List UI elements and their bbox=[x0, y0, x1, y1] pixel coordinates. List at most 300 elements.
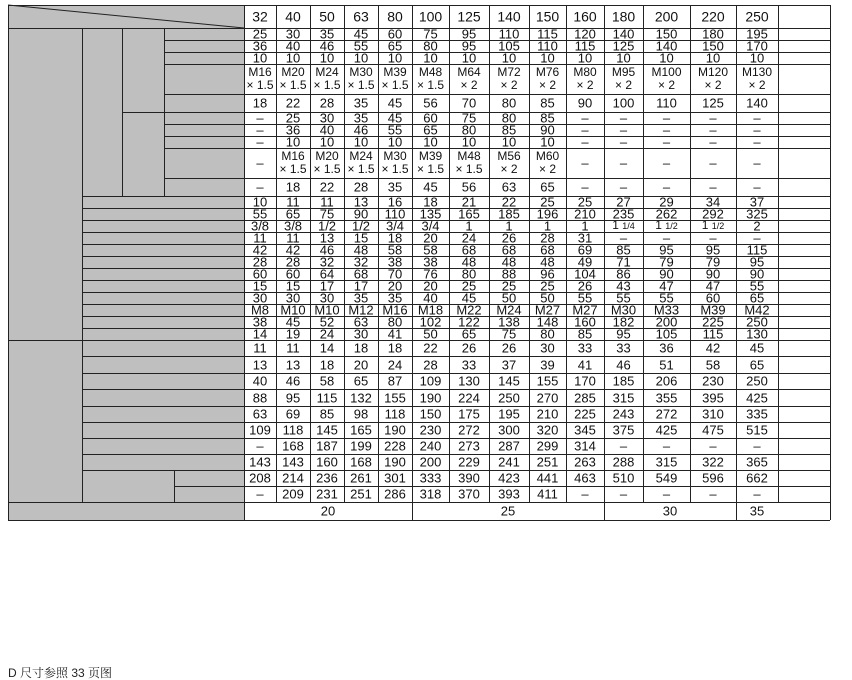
table-cell: 28 bbox=[252, 254, 268, 270]
table-cell: 45 bbox=[353, 26, 369, 42]
table-cell: 29 bbox=[659, 194, 674, 210]
table-cell: 58 bbox=[319, 373, 335, 389]
grid-vline bbox=[489, 5, 490, 502]
grid-hline bbox=[82, 389, 830, 390]
table-cell: 355 bbox=[655, 390, 678, 405]
table-cell: 1 1/2 bbox=[655, 218, 678, 232]
grid-vline bbox=[690, 5, 691, 502]
table-cell: 1 bbox=[505, 218, 513, 234]
table-cell: 33 bbox=[577, 340, 593, 356]
table-cell: 225 bbox=[702, 314, 724, 330]
table-cell: 85 bbox=[616, 242, 631, 258]
bore-header: 250 bbox=[745, 8, 769, 24]
table-cell: 35 bbox=[319, 26, 335, 42]
table-cell: 236 bbox=[316, 470, 338, 486]
table-cell: 86 bbox=[616, 266, 631, 282]
table-cell: 28 bbox=[285, 254, 301, 270]
table-cell: 46 bbox=[616, 357, 631, 372]
table-cell: M130 × 2 bbox=[741, 65, 773, 92]
table-cell: 165 bbox=[458, 206, 480, 222]
grid-hline bbox=[82, 280, 830, 281]
table-cell: – bbox=[753, 110, 761, 126]
table-cell: 79 bbox=[659, 254, 674, 270]
table-cell: 80 bbox=[540, 326, 555, 342]
table-cell: 18 bbox=[252, 95, 268, 111]
zf-divider bbox=[174, 470, 175, 502]
table-cell: M30 bbox=[610, 302, 637, 318]
table-cell: 65 bbox=[540, 179, 555, 195]
table-cell: 15 bbox=[252, 278, 268, 294]
table-cell: – bbox=[709, 110, 717, 126]
table-cell: – bbox=[256, 438, 264, 454]
table-cell: 110 bbox=[498, 26, 520, 42]
table-cell: 10 bbox=[577, 50, 593, 66]
table-cell: 10 bbox=[461, 50, 477, 66]
table-cell: M16 bbox=[382, 302, 408, 318]
table-cell: 69 bbox=[285, 406, 301, 422]
table-cell: M24 × 1.5 bbox=[313, 65, 341, 92]
buffer-divider bbox=[736, 502, 737, 520]
table-cell: 235 bbox=[612, 206, 635, 222]
table-cell: 1/2 bbox=[317, 218, 337, 234]
table-cell: 30 bbox=[540, 340, 555, 356]
table-cell: 58 bbox=[387, 242, 403, 258]
label-column-divider bbox=[244, 5, 245, 520]
table-cell: – bbox=[619, 122, 628, 138]
table-cell: 228 bbox=[384, 438, 406, 454]
table-cell: 30 bbox=[353, 326, 369, 342]
table-cell: 115 bbox=[746, 242, 768, 258]
table-cell: M80 × 2 bbox=[573, 65, 597, 92]
table-cell: 95 bbox=[285, 390, 301, 405]
table-cell: – bbox=[581, 122, 589, 138]
table-cell: 36 bbox=[285, 122, 301, 138]
rod-label-shade bbox=[8, 5, 244, 178]
table-cell: M42 bbox=[744, 302, 770, 318]
grid-hline bbox=[164, 40, 830, 41]
type-divider bbox=[164, 28, 165, 196]
table-cell: M12 bbox=[348, 302, 374, 318]
table-cell: – bbox=[256, 155, 264, 171]
table-cell: 63 bbox=[353, 314, 369, 330]
table-cell: 210 bbox=[574, 206, 596, 222]
table-cell: 231 bbox=[316, 486, 338, 502]
table-cell: 88 bbox=[252, 390, 268, 405]
table-cell: – bbox=[753, 134, 761, 150]
table-cell: 105 bbox=[655, 326, 678, 342]
table-cell: 65 bbox=[423, 122, 438, 138]
table-cell: 13 bbox=[319, 230, 335, 246]
table-cell: 20 bbox=[423, 230, 438, 246]
table-cell: 18 bbox=[387, 230, 403, 246]
grid-hline bbox=[244, 28, 830, 29]
table-cell: 1 bbox=[465, 218, 473, 234]
table-cell: 68 bbox=[540, 242, 555, 258]
table-cell: 26 bbox=[461, 340, 477, 356]
table-cell: M76 × 2 bbox=[535, 65, 560, 92]
bore-header: 200 bbox=[654, 8, 679, 24]
table-cell: 65 bbox=[461, 326, 477, 342]
table-cell: 1 bbox=[581, 218, 589, 234]
table-cell: M8 bbox=[250, 302, 270, 318]
buffer-value: 35 bbox=[749, 503, 765, 519]
table-cell: M120 × 2 bbox=[697, 65, 729, 92]
table-cell: 3/4 bbox=[421, 218, 440, 234]
table-cell: 10 bbox=[353, 50, 369, 66]
grid-hline bbox=[82, 268, 830, 269]
grid-vline bbox=[778, 5, 779, 502]
grid-hline bbox=[82, 256, 830, 257]
table-cell: 1/2 bbox=[351, 218, 371, 234]
table-cell: 50 bbox=[423, 326, 438, 342]
table-cell: 85 bbox=[501, 122, 517, 138]
bore-header: 125 bbox=[457, 8, 481, 24]
table-cell: 58 bbox=[705, 357, 721, 372]
table-cell: 41 bbox=[387, 326, 403, 342]
table-cell: 10 bbox=[319, 134, 335, 150]
table-cell: 95 bbox=[461, 38, 477, 54]
table-cell: 390 bbox=[458, 470, 480, 486]
table-cell: – bbox=[709, 230, 717, 246]
table-cell: 286 bbox=[384, 486, 406, 502]
table-cell: M27 bbox=[572, 302, 598, 318]
table-cell: – bbox=[753, 122, 761, 138]
table-cell: 10 bbox=[461, 134, 477, 150]
table-cell: 115 bbox=[316, 390, 338, 405]
table-cell: 28 bbox=[540, 230, 555, 246]
table-cell: – bbox=[662, 122, 671, 138]
table-cell: 55 bbox=[353, 38, 369, 54]
table-cell: 65 bbox=[749, 357, 765, 372]
table-cell: – bbox=[256, 110, 264, 126]
table-cell: 515 bbox=[746, 422, 768, 438]
table-cell: 132 bbox=[350, 390, 372, 405]
table-cell: 40 bbox=[285, 38, 301, 54]
grid-hline bbox=[82, 196, 830, 197]
table-cell: 79 bbox=[705, 254, 721, 270]
bore-header: 180 bbox=[611, 8, 636, 24]
table-cell: 80 bbox=[501, 110, 517, 126]
table-cell: 63 bbox=[252, 406, 268, 422]
table-cell: 168 bbox=[350, 454, 372, 470]
table-cell: 370 bbox=[458, 486, 480, 502]
table-cell: 214 bbox=[282, 470, 304, 486]
table-cell: 28 bbox=[319, 95, 335, 111]
table-cell: 251 bbox=[350, 486, 372, 502]
table-cell: – bbox=[256, 486, 264, 502]
table-cell: – bbox=[662, 486, 671, 502]
table-cell: 165 bbox=[350, 422, 372, 438]
table-cell: 110 bbox=[656, 95, 677, 111]
table-cell: 56 bbox=[423, 95, 438, 111]
table-cell: 60 bbox=[423, 110, 438, 126]
table-cell: – bbox=[709, 438, 717, 454]
table-cell: 180 bbox=[702, 26, 724, 42]
table-cell: 10 bbox=[616, 50, 631, 66]
grid-hline bbox=[82, 470, 830, 471]
table-cell: 170 bbox=[746, 38, 768, 54]
table-cell: 262 bbox=[655, 206, 678, 222]
table-cell: M60 × 2 bbox=[535, 149, 560, 176]
bore-header: 63 bbox=[353, 8, 369, 24]
table-cell: 36 bbox=[659, 340, 674, 356]
table-cell: 168 bbox=[282, 438, 304, 454]
bore-header: 40 bbox=[285, 8, 301, 24]
table-cell: 22 bbox=[319, 179, 335, 195]
table-cell: M48 × 1.5 bbox=[455, 149, 483, 176]
table-cell: 10 bbox=[659, 50, 674, 66]
table-cell: 32 bbox=[319, 254, 335, 270]
table-cell: 87 bbox=[387, 373, 403, 389]
table-cell: – bbox=[753, 438, 761, 454]
table-cell: 140 bbox=[655, 38, 678, 54]
table-cell: 109 bbox=[249, 422, 271, 438]
table-cell: 140 bbox=[746, 95, 768, 111]
table-cell: M48 × 1.5 bbox=[416, 65, 445, 92]
table-cell: – bbox=[619, 179, 628, 195]
table-cell: – bbox=[662, 155, 671, 171]
table-cell: 30 bbox=[252, 290, 268, 306]
table-cell: 375 bbox=[612, 422, 635, 438]
table-cell: 240 bbox=[419, 438, 442, 454]
table-cell: 30 bbox=[319, 290, 335, 306]
table-cell: M10 bbox=[314, 302, 340, 318]
table-cell: 140 bbox=[612, 26, 635, 42]
table-cell: 65 bbox=[387, 38, 403, 54]
table-cell: 28 bbox=[423, 357, 438, 372]
table-cell: 69 bbox=[577, 242, 593, 258]
table-cell: 662 bbox=[746, 470, 768, 486]
table-cell: 104 bbox=[574, 266, 596, 282]
grid-vline bbox=[736, 5, 737, 502]
table-cell: 48 bbox=[540, 254, 555, 270]
table-cell: – bbox=[709, 486, 717, 502]
grid-hline bbox=[82, 316, 830, 317]
table-cell: 145 bbox=[316, 422, 338, 438]
table-cell: 118 bbox=[384, 406, 406, 422]
buffer-value: 30 bbox=[662, 503, 678, 519]
table-cell: 25 bbox=[501, 278, 517, 294]
table-cell: 95 bbox=[705, 242, 721, 258]
table-cell: 22 bbox=[501, 194, 517, 210]
table-cell: – bbox=[619, 486, 628, 502]
table-cell: 46 bbox=[319, 38, 335, 54]
table-cell: 50 bbox=[540, 290, 555, 306]
table-cell: 17 bbox=[353, 278, 369, 294]
table-cell: 10 bbox=[705, 50, 721, 66]
grid-vline bbox=[378, 5, 379, 502]
table-cell: 26 bbox=[501, 340, 517, 356]
table-cell: 42 bbox=[252, 242, 268, 258]
table-cell: – bbox=[581, 486, 589, 502]
grid-hline bbox=[82, 373, 830, 374]
table-cell: M39 × 1.5 bbox=[416, 149, 445, 176]
table-cell: M20 × 1.5 bbox=[279, 65, 307, 92]
table-cell: – bbox=[581, 179, 589, 195]
table-cell: 80 bbox=[461, 266, 477, 282]
grid-vline bbox=[529, 5, 530, 502]
table-cell: 41 bbox=[577, 357, 593, 372]
table-cell: 18 bbox=[319, 357, 335, 372]
table-border-left bbox=[8, 5, 9, 520]
grid-hline bbox=[164, 124, 830, 125]
table-border-top bbox=[8, 5, 830, 6]
table-cell: 16 bbox=[387, 194, 403, 210]
table-cell: 155 bbox=[384, 390, 406, 405]
bore-header: 140 bbox=[497, 8, 521, 24]
table-cell: 170 bbox=[574, 373, 596, 389]
table-cell: M39 × 1.5 bbox=[381, 65, 409, 92]
table-cell: 45 bbox=[387, 95, 403, 111]
table-cell: M16 × 1.5 bbox=[246, 65, 274, 92]
table-cell: 115 bbox=[574, 38, 596, 54]
table-cell: 109 bbox=[419, 373, 442, 389]
table-cell: 85 bbox=[540, 95, 555, 111]
table-cell: 10 bbox=[353, 134, 369, 150]
table-cell: 40 bbox=[319, 122, 335, 138]
table-cell: 272 bbox=[655, 406, 678, 422]
table-cell: – bbox=[256, 179, 264, 195]
table-cell: 210 bbox=[536, 406, 559, 422]
bore-header: 220 bbox=[701, 8, 725, 24]
grid-vline bbox=[566, 5, 567, 502]
grid-hline bbox=[82, 208, 830, 209]
table-cell: 135 bbox=[419, 206, 442, 222]
table-cell: 272 bbox=[458, 422, 480, 438]
table-cell: 31 bbox=[577, 230, 593, 246]
grid-hline bbox=[174, 486, 830, 487]
table-cell: 190 bbox=[384, 454, 406, 470]
table-cell: 13 bbox=[285, 357, 301, 372]
table-cell: 25 bbox=[285, 110, 301, 126]
table-cell: 90 bbox=[749, 266, 765, 282]
table-cell: 52 bbox=[319, 314, 335, 330]
table-cell: 13 bbox=[353, 194, 369, 210]
table-cell: 118 bbox=[282, 422, 304, 438]
table-cell: 68 bbox=[501, 242, 517, 258]
table-cell: 148 bbox=[536, 314, 559, 330]
table-cell: 261 bbox=[350, 470, 372, 486]
table-cell: 32 bbox=[353, 254, 369, 270]
table-cell: 155 bbox=[536, 373, 559, 389]
footnote: D 尺寸参照 33 页图 bbox=[8, 666, 113, 680]
table-cell: 130 bbox=[458, 373, 480, 389]
table-cell: 80 bbox=[501, 95, 517, 111]
table-cell: 90 bbox=[659, 266, 674, 282]
table-cell: – bbox=[581, 155, 589, 171]
table-cell: 105 bbox=[498, 38, 520, 54]
table-cell: 10 bbox=[423, 134, 438, 150]
table-cell: M33 bbox=[653, 302, 680, 318]
table-cell: M64 × 2 bbox=[457, 65, 481, 92]
table-cell: – bbox=[753, 179, 761, 195]
table-cell: 310 bbox=[702, 406, 724, 422]
grid-hline bbox=[164, 148, 830, 149]
table-cell: 34 bbox=[705, 194, 721, 210]
grid-hline bbox=[82, 292, 830, 293]
table-cell: 45 bbox=[749, 340, 765, 356]
table-cell: 19 bbox=[285, 326, 301, 342]
table-cell: 45 bbox=[387, 110, 403, 126]
table-cell: 3/8 bbox=[250, 218, 270, 234]
table-cell: 33 bbox=[461, 357, 477, 372]
grid-vline bbox=[310, 5, 311, 502]
table-cell: M72 × 2 bbox=[497, 65, 521, 92]
table-cell: 60 bbox=[285, 266, 301, 282]
table-cell: 65 bbox=[749, 290, 765, 306]
table-cell: 10 bbox=[252, 194, 268, 210]
grid-hline bbox=[164, 178, 830, 179]
table-cell: 90 bbox=[705, 266, 721, 282]
table-cell: 80 bbox=[423, 38, 438, 54]
table-cell: 24 bbox=[387, 357, 403, 372]
table-cell: 185 bbox=[498, 206, 520, 222]
grid-hline bbox=[82, 422, 830, 423]
table-cell: M95 × 2 bbox=[611, 65, 636, 92]
table-cell: 25 bbox=[540, 278, 555, 294]
table-cell: 200 bbox=[419, 454, 442, 470]
table-cell: 285 bbox=[574, 390, 596, 405]
table-cell: 33 bbox=[616, 340, 631, 356]
table-cell: 45 bbox=[461, 290, 477, 306]
table-cell: 22 bbox=[285, 95, 301, 111]
table-cell: 55 bbox=[577, 290, 593, 306]
table-cell: 243 bbox=[612, 406, 635, 422]
table-cell: 206 bbox=[655, 373, 678, 389]
table-cell: 393 bbox=[498, 486, 520, 502]
table-cell: 22 bbox=[423, 340, 438, 356]
table-cell: M56 × 2 bbox=[497, 149, 521, 176]
table-cell: – bbox=[662, 438, 671, 454]
grid-vline bbox=[449, 5, 450, 502]
table-cell: 48 bbox=[461, 254, 477, 270]
table-cell: 71 bbox=[616, 254, 631, 270]
grid-hline bbox=[82, 304, 830, 305]
table-cell: 299 bbox=[536, 438, 559, 454]
table-cell: – bbox=[709, 179, 717, 195]
table-cell: 14 bbox=[252, 326, 268, 342]
bore-header: 160 bbox=[573, 8, 597, 24]
table-cell: 85 bbox=[319, 406, 335, 422]
table-cell: 190 bbox=[419, 390, 442, 405]
table-cell: 27 bbox=[616, 194, 631, 210]
table-cell: 175 bbox=[458, 406, 480, 422]
group-divider bbox=[82, 28, 83, 502]
table-cell: 2 bbox=[753, 218, 761, 234]
table-cell: 60 bbox=[705, 290, 721, 306]
table-cell: 65 bbox=[353, 373, 369, 389]
table-cell: 18 bbox=[387, 340, 403, 356]
table-cell: 314 bbox=[574, 438, 596, 454]
table-cell: 37 bbox=[501, 357, 517, 372]
table-cell: – bbox=[662, 110, 671, 126]
grid-hline bbox=[82, 220, 830, 221]
table-cell: 47 bbox=[659, 278, 674, 294]
table-cell: M18 bbox=[417, 302, 444, 318]
table-cell: 10 bbox=[285, 134, 301, 150]
table-cell: 95 bbox=[659, 242, 674, 258]
table-cell: M20 × 1.5 bbox=[313, 149, 341, 176]
table-cell: – bbox=[256, 122, 264, 138]
table-cell: 187 bbox=[316, 438, 338, 454]
table-cell: – bbox=[619, 110, 628, 126]
table-cell: M39 bbox=[700, 302, 726, 318]
table-cell: 24 bbox=[461, 230, 477, 246]
table-cell: 100 bbox=[612, 95, 635, 111]
table-cell: 335 bbox=[746, 406, 768, 422]
table-cell: 50 bbox=[501, 290, 517, 306]
table-cell: M30 × 1.5 bbox=[381, 149, 409, 176]
